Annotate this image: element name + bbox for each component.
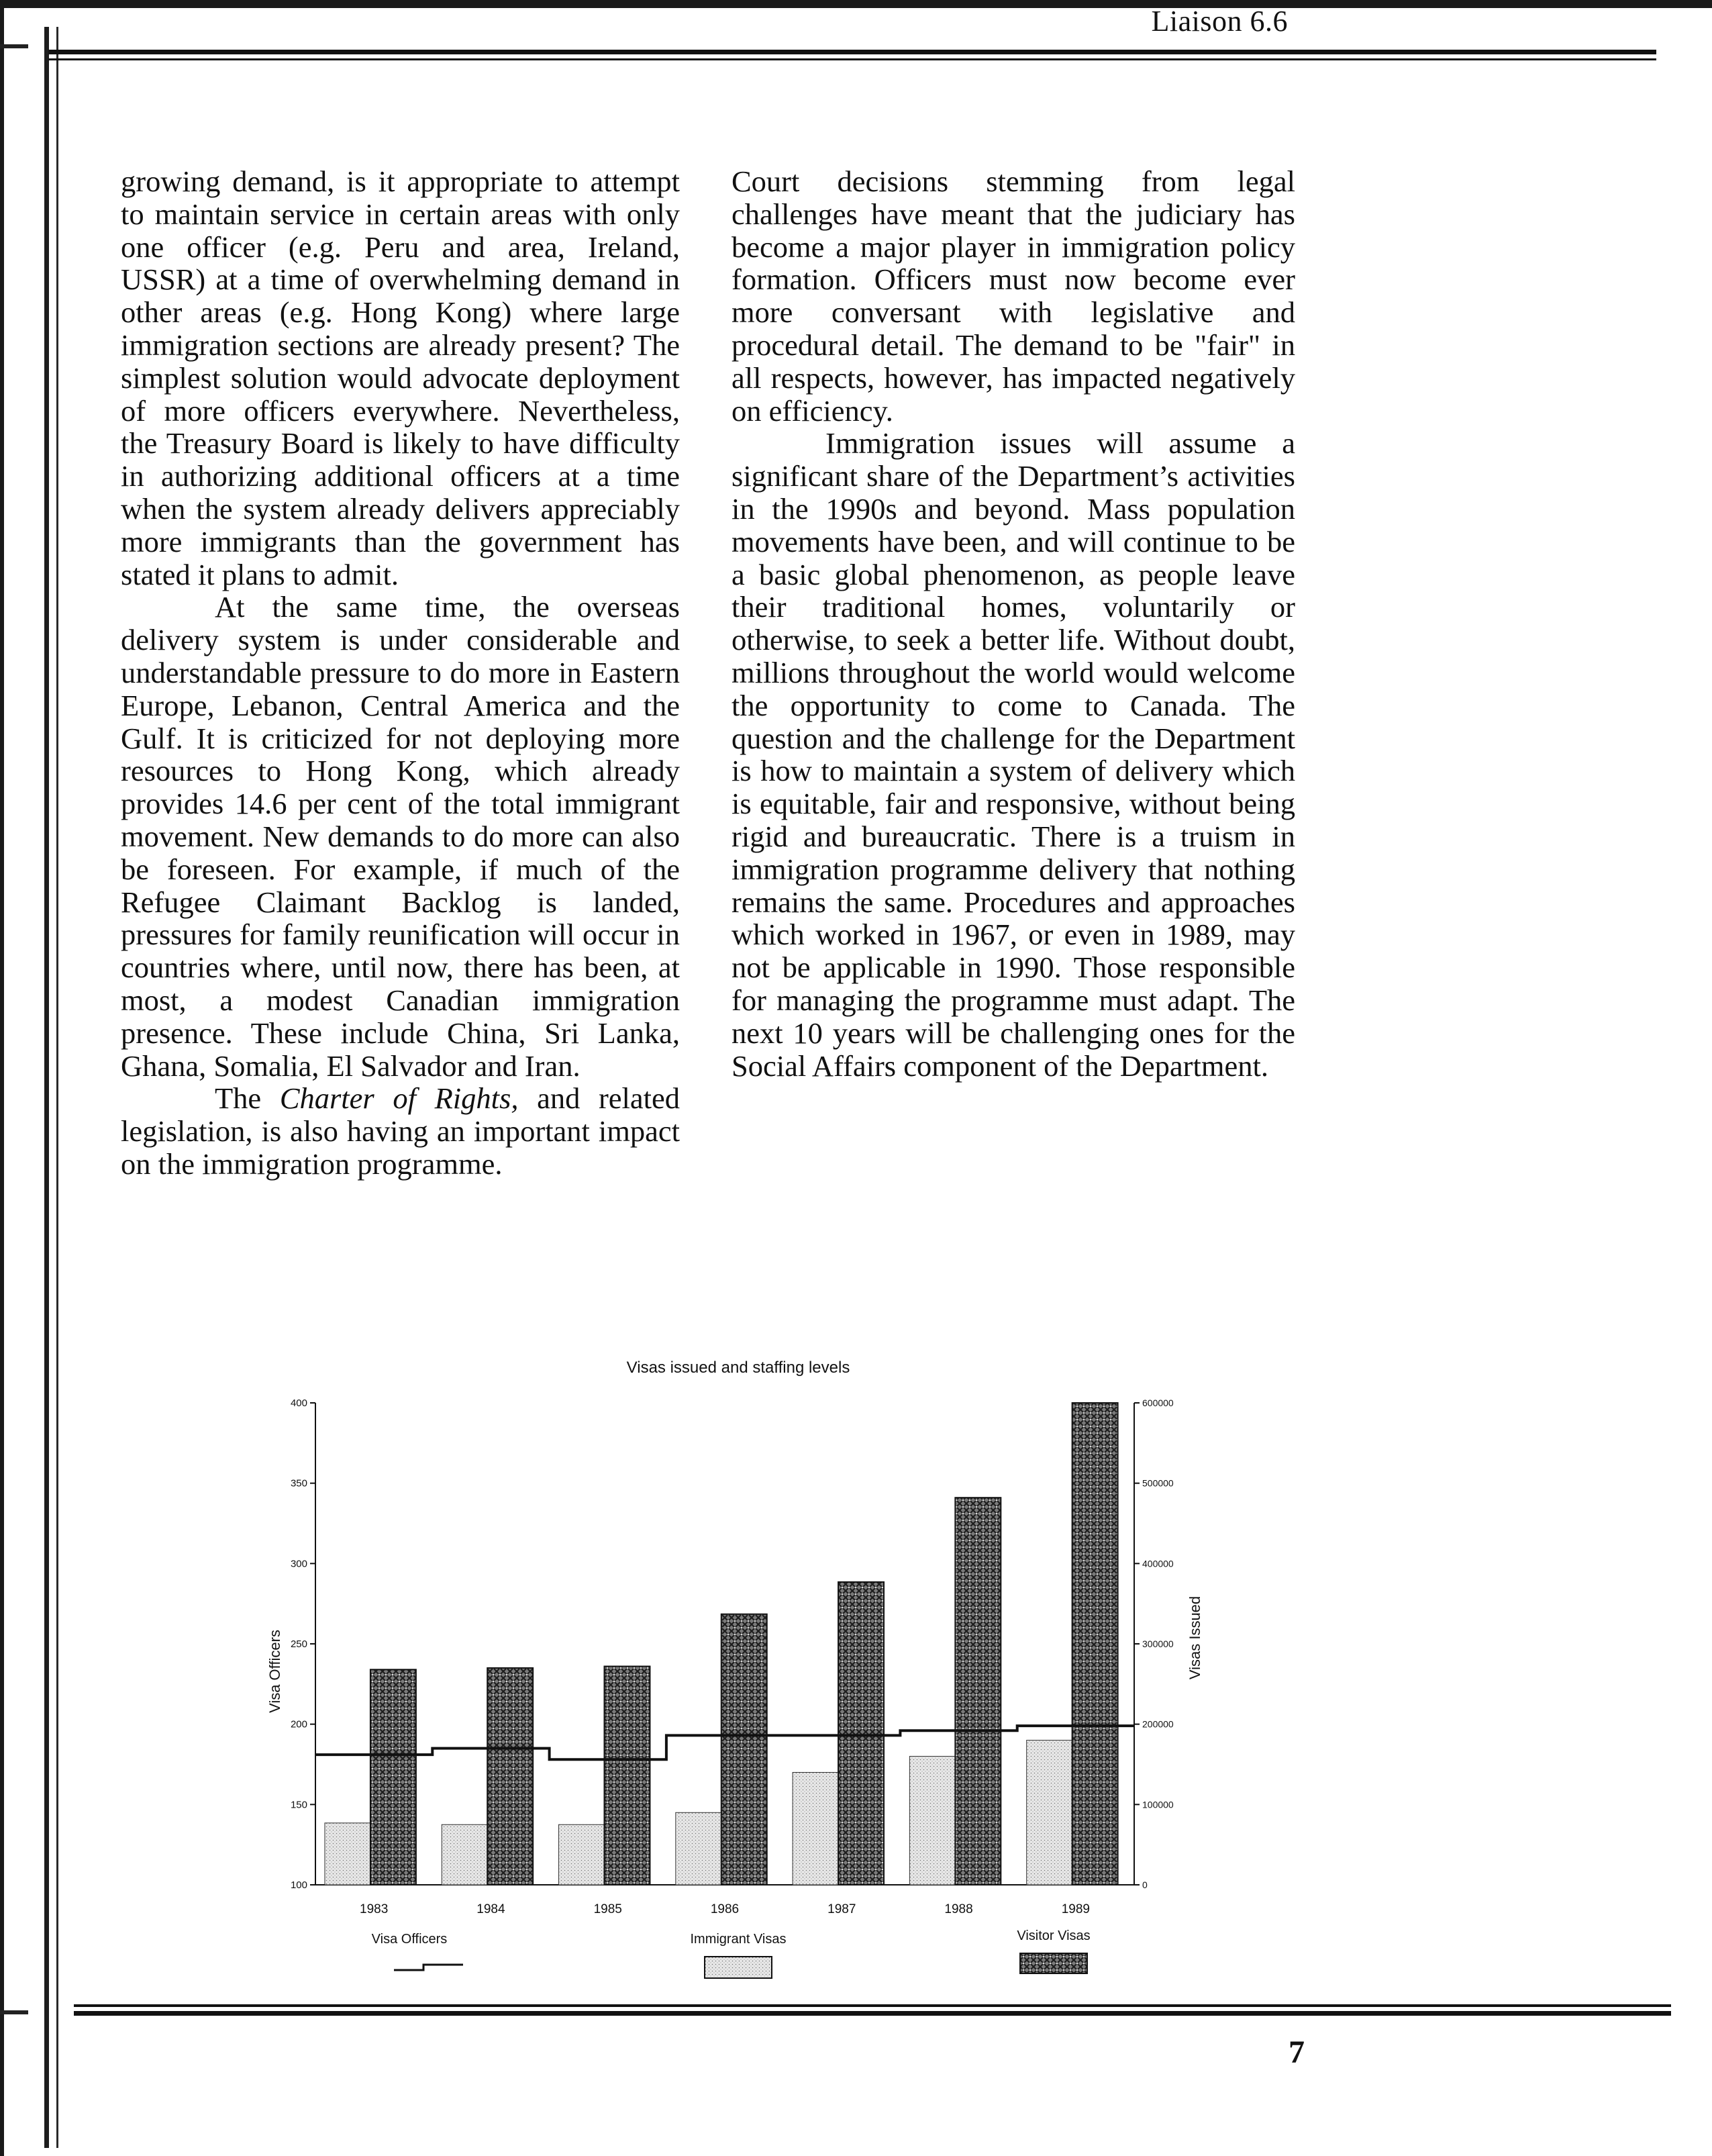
article-paragraph: [732, 427, 1295, 1082]
visas-staffing-chart: [262, 1349, 1215, 1980]
x-tick-label: 1987: [827, 1902, 856, 1916]
paragraph-text: and related legislation, is also having an important impact on the immigration programme.: [121, 1081, 680, 1181]
x-tick-label: 1983: [360, 1902, 389, 1916]
right-tick-label: 500000: [1142, 1477, 1174, 1489]
footer-rule-thin: [74, 2004, 1671, 2007]
left-tick-label: 350: [290, 1477, 307, 1489]
immigrant-visas-bar: [676, 1812, 721, 1885]
paragraph-text: Immigration issues will assume a significant share of the Department’s activities in the 1990s and beyond. Mass population movements have been, and will continue to be a basic global phenomenon, as people leave their traditional homes, voluntarily or otherwise, to seek a better life. Without doubt, millions throughout the world would welcome the opportunity to come to Canada. The question and the challenge for the Department is how to maintain a system of delivery which is equitable, fair and responsive, without being rigid and bureaucratic. There is a truism in immigration programme delivery that nothing remains the same. Procedures and approaches which worked in 1967, or even in 1989, may not be applicable in 1990. Those responsible for managing the programme must adapt. The next 10 years will be challenging ones for the Social Affairs component of the Department.: [732, 426, 1295, 1083]
chart-canvas: [262, 1349, 1215, 1980]
legend-label-visa-officers: Visa Officers: [371, 1932, 448, 1947]
legend-swatch-visa-officers: [394, 1965, 463, 1970]
visitor-visas-bar: [955, 1498, 1001, 1885]
left-axis-label: Visa Officers: [266, 1630, 283, 1713]
binder-line-inner: [56, 27, 58, 2148]
article-paragraph: [121, 165, 680, 591]
right-axis-label: Visas Issued: [1187, 1596, 1203, 1680]
x-tick-label: 1989: [1061, 1902, 1090, 1916]
scan-edge-top: [0, 0, 1712, 8]
page-number: 7: [1289, 2035, 1305, 2070]
visitor-visas-bar: [604, 1667, 650, 1885]
header-rule-thick: [48, 50, 1656, 54]
immigrant-visas-bar: [793, 1772, 838, 1885]
left-tick-label: 400: [290, 1398, 307, 1409]
paragraph-text: growing demand, is it appropriate to attempt to maintain service in certain areas with only one officer (e.g. Peru and area, Ireland, USSR) at a time of overwhelming demand in other areas (e.g. Hong Kong) where large immigration sections are already present? The simplest solution would advocate deployment of more officers everywhere. Nevertheless, the Treasury Board is likely to have difficulty in authorizing additional officers at a time when the system already delivers appreciably more immigrants than the government has stated it plans to admit.: [121, 164, 680, 591]
x-tick-label: 1985: [593, 1902, 622, 1916]
paragraph-text: Court decisions stemming from legal challenges have meant that the judiciary has become a major player in immigration policy formation. Officers must now become ever more conversant with legislative and procedural detail. The demand to be "fair" in all respects, however, has impacted negatively on efficiency.: [732, 164, 1295, 428]
immigrant-visas-bar: [442, 1824, 487, 1885]
left-tick-label: 300: [290, 1558, 307, 1570]
paragraph-text: At the same time, the overseas delivery system is under considerable and understandable pressure to do more in Eastern Europe, Lebanon, Central America and the Gulf. It is criticized for not deploying more resources to Hong Kong, which already provides 14.6 per cent of the total immigrant movement. New demands to do more can also be foreseen. For example, if much of the Refugee Claimant Backlog is landed, pressures for family reunification will occur in countries where, until now, there has been, at most, a modest Canadian immigration presence. These include China, Sri Lanka, Ghana, Somalia, El Salvador and Iran.: [121, 590, 680, 1083]
visitor-visas-bar: [721, 1614, 767, 1885]
immigrant-visas-bar: [909, 1757, 955, 1885]
immigrant-visas-bar: [559, 1824, 605, 1885]
visitor-visas-bar: [487, 1668, 533, 1885]
right-tick-label: 200000: [1142, 1718, 1174, 1730]
legend-swatch-immigrant-visas: [705, 1957, 772, 1978]
legend-swatch-visitor-visas: [1020, 1953, 1087, 1973]
right-tick-label: 300000: [1142, 1638, 1174, 1649]
immigrant-visas-bar: [1027, 1741, 1072, 1885]
legend-label-visitor-visas: Visitor Visas: [1017, 1928, 1091, 1943]
legend-label-immigrant-visas: Immigrant Visas: [690, 1932, 787, 1947]
article-paragraph: [121, 591, 680, 1082]
left-tick-label: 200: [290, 1718, 307, 1730]
right-tick-label: 400000: [1142, 1558, 1174, 1569]
binder-mark: [0, 44, 28, 48]
scan-edge-left: [0, 0, 4, 2156]
chart-title: Visas issued and staffing levels: [626, 1359, 850, 1377]
article-column-left: [121, 165, 680, 1181]
article-paragraph: [732, 165, 1295, 427]
italic-text: Charter of Rights,: [279, 1081, 519, 1116]
left-tick-label: 100: [290, 1879, 307, 1891]
binder-mark: [0, 2010, 28, 2014]
visitor-visas-bar: [370, 1669, 416, 1885]
right-tick-label: 100000: [1142, 1799, 1174, 1810]
article-paragraph: [121, 1082, 680, 1180]
right-tick-label: 600000: [1142, 1398, 1174, 1408]
x-tick-label: 1988: [944, 1902, 973, 1916]
header-rule-thin: [48, 58, 1656, 60]
left-tick-label: 150: [290, 1799, 307, 1811]
x-tick-label: 1984: [476, 1902, 505, 1916]
right-tick-label: 0: [1142, 1879, 1148, 1890]
binder-line: [44, 27, 49, 2148]
running-header: Liaison 6.6: [1151, 5, 1288, 38]
left-tick-label: 250: [290, 1638, 307, 1650]
article-column-right: [732, 165, 1295, 1082]
immigrant-visas-bar: [325, 1823, 370, 1885]
footer-rule-thick: [74, 2011, 1671, 2016]
visitor-visas-bar: [1072, 1403, 1118, 1885]
paragraph-text: The: [215, 1081, 280, 1116]
visitor-visas-bar: [838, 1582, 884, 1885]
x-tick-label: 1986: [710, 1902, 740, 1916]
